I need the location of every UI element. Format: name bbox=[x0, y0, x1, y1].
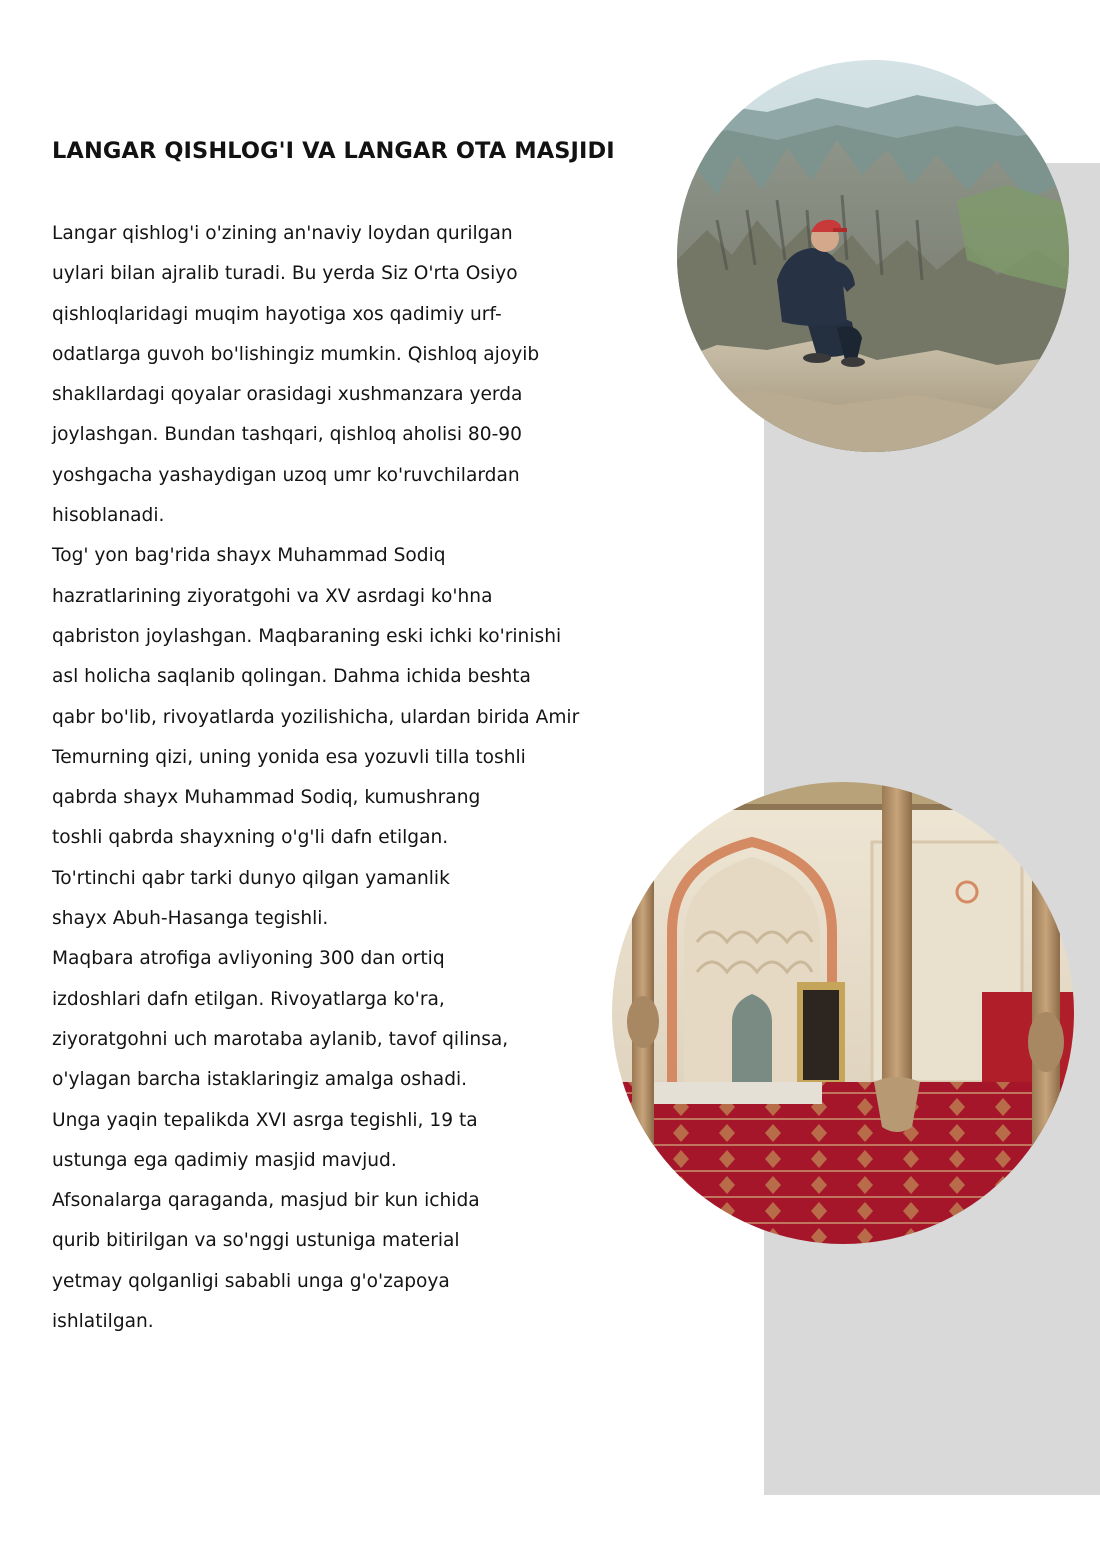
body-line: shayx Abuh-Hasanga tegishli. bbox=[52, 908, 329, 930]
body-line: Langar qishlog'i o'zining an'naviy loydan qurilgan bbox=[52, 223, 513, 244]
mosque-interior-photo-icon bbox=[612, 782, 1074, 1244]
body-line: ziyoratgohni uch marotaba aylanib, tavof qilinsa, bbox=[52, 1028, 509, 1050]
body-line: o'ylagan barcha istaklaringiz amalga oshadi. bbox=[52, 1069, 468, 1091]
body-line: qurib bitirilgan va so'nggi ustuniga material bbox=[52, 1230, 460, 1252]
body-line: ishlatilgan. bbox=[52, 1311, 154, 1333]
body-line: yoshgacha yashaydigan uzoq umr ko'ruvchilardan bbox=[52, 464, 520, 486]
body-line: Maqbara atrofiga avliyoning 300 dan ortiq bbox=[52, 948, 445, 970]
body-line: odatlarga guvoh bo'lishingiz mumkin. Qishloq ajoyib bbox=[52, 343, 540, 365]
page-title: LANGAR QISHLOG'I VA LANGAR OTA MASJIDI bbox=[52, 138, 615, 165]
body-line: Temurning qizi, uning yonida esa yozuvli tilla toshli bbox=[52, 746, 526, 768]
body-line: To'rtinchi qabr tarki dunyo qilgan yamanlik bbox=[52, 867, 450, 889]
body-line: Afsonalarga qaraganda, masjud bir kun ichida bbox=[52, 1190, 480, 1212]
body-line: Tog' yon bag'rida shayx Muhammad Sodiq bbox=[52, 545, 446, 567]
body-line: joylashgan. Bundan tashqari, qishloq aholisi 80-90 bbox=[52, 424, 522, 446]
body-line: qabriston joylashgan. Maqbaraning eski ichki ko'rinishi bbox=[52, 625, 562, 647]
mountain-photo bbox=[677, 60, 1069, 452]
body-text bbox=[52, 214, 712, 1342]
body-line: izdoshlari dafn etilgan. Rivoyatlarga ko'ra, bbox=[52, 988, 445, 1010]
body-line: uylari bilan ajralib turadi. Bu yerda Siz O'rta Osiyo bbox=[52, 263, 518, 285]
body-line: toshli qabrda shayxning o'g'li dafn etilgan. bbox=[52, 827, 449, 849]
body-line: ustunga ega qadimiy masjid mavjud. bbox=[52, 1149, 397, 1171]
body-line: qishloqlaridagi muqim hayotiga xos qadimiy urf- bbox=[52, 303, 502, 325]
mountain-photo-icon bbox=[677, 60, 1069, 452]
body-line: qabr bo'lib, rivoyatlarda yozilishicha, ulardan birida Amir bbox=[52, 706, 580, 728]
mosque-interior-photo bbox=[612, 782, 1074, 1244]
body-line: qabrda shayx Muhammad Sodiq, kumushrang bbox=[52, 787, 481, 809]
body-line: yetmay qolganligi sababli unga g'o'zapoya bbox=[52, 1270, 450, 1292]
body-line: asl holicha saqlanib qolingan. Dahma ichida beshta bbox=[52, 666, 531, 688]
body-line: hazratlarining ziyoratgohi va XV asrdagi ko'hna bbox=[52, 585, 493, 607]
body-line: Unga yaqin tepalikda XVI asrga tegishli, 19 ta bbox=[52, 1109, 478, 1131]
body-line: hisoblanadi. bbox=[52, 505, 165, 527]
body-line: shakllardagi qoyalar orasidagi xushmanzara yerda bbox=[52, 384, 523, 406]
